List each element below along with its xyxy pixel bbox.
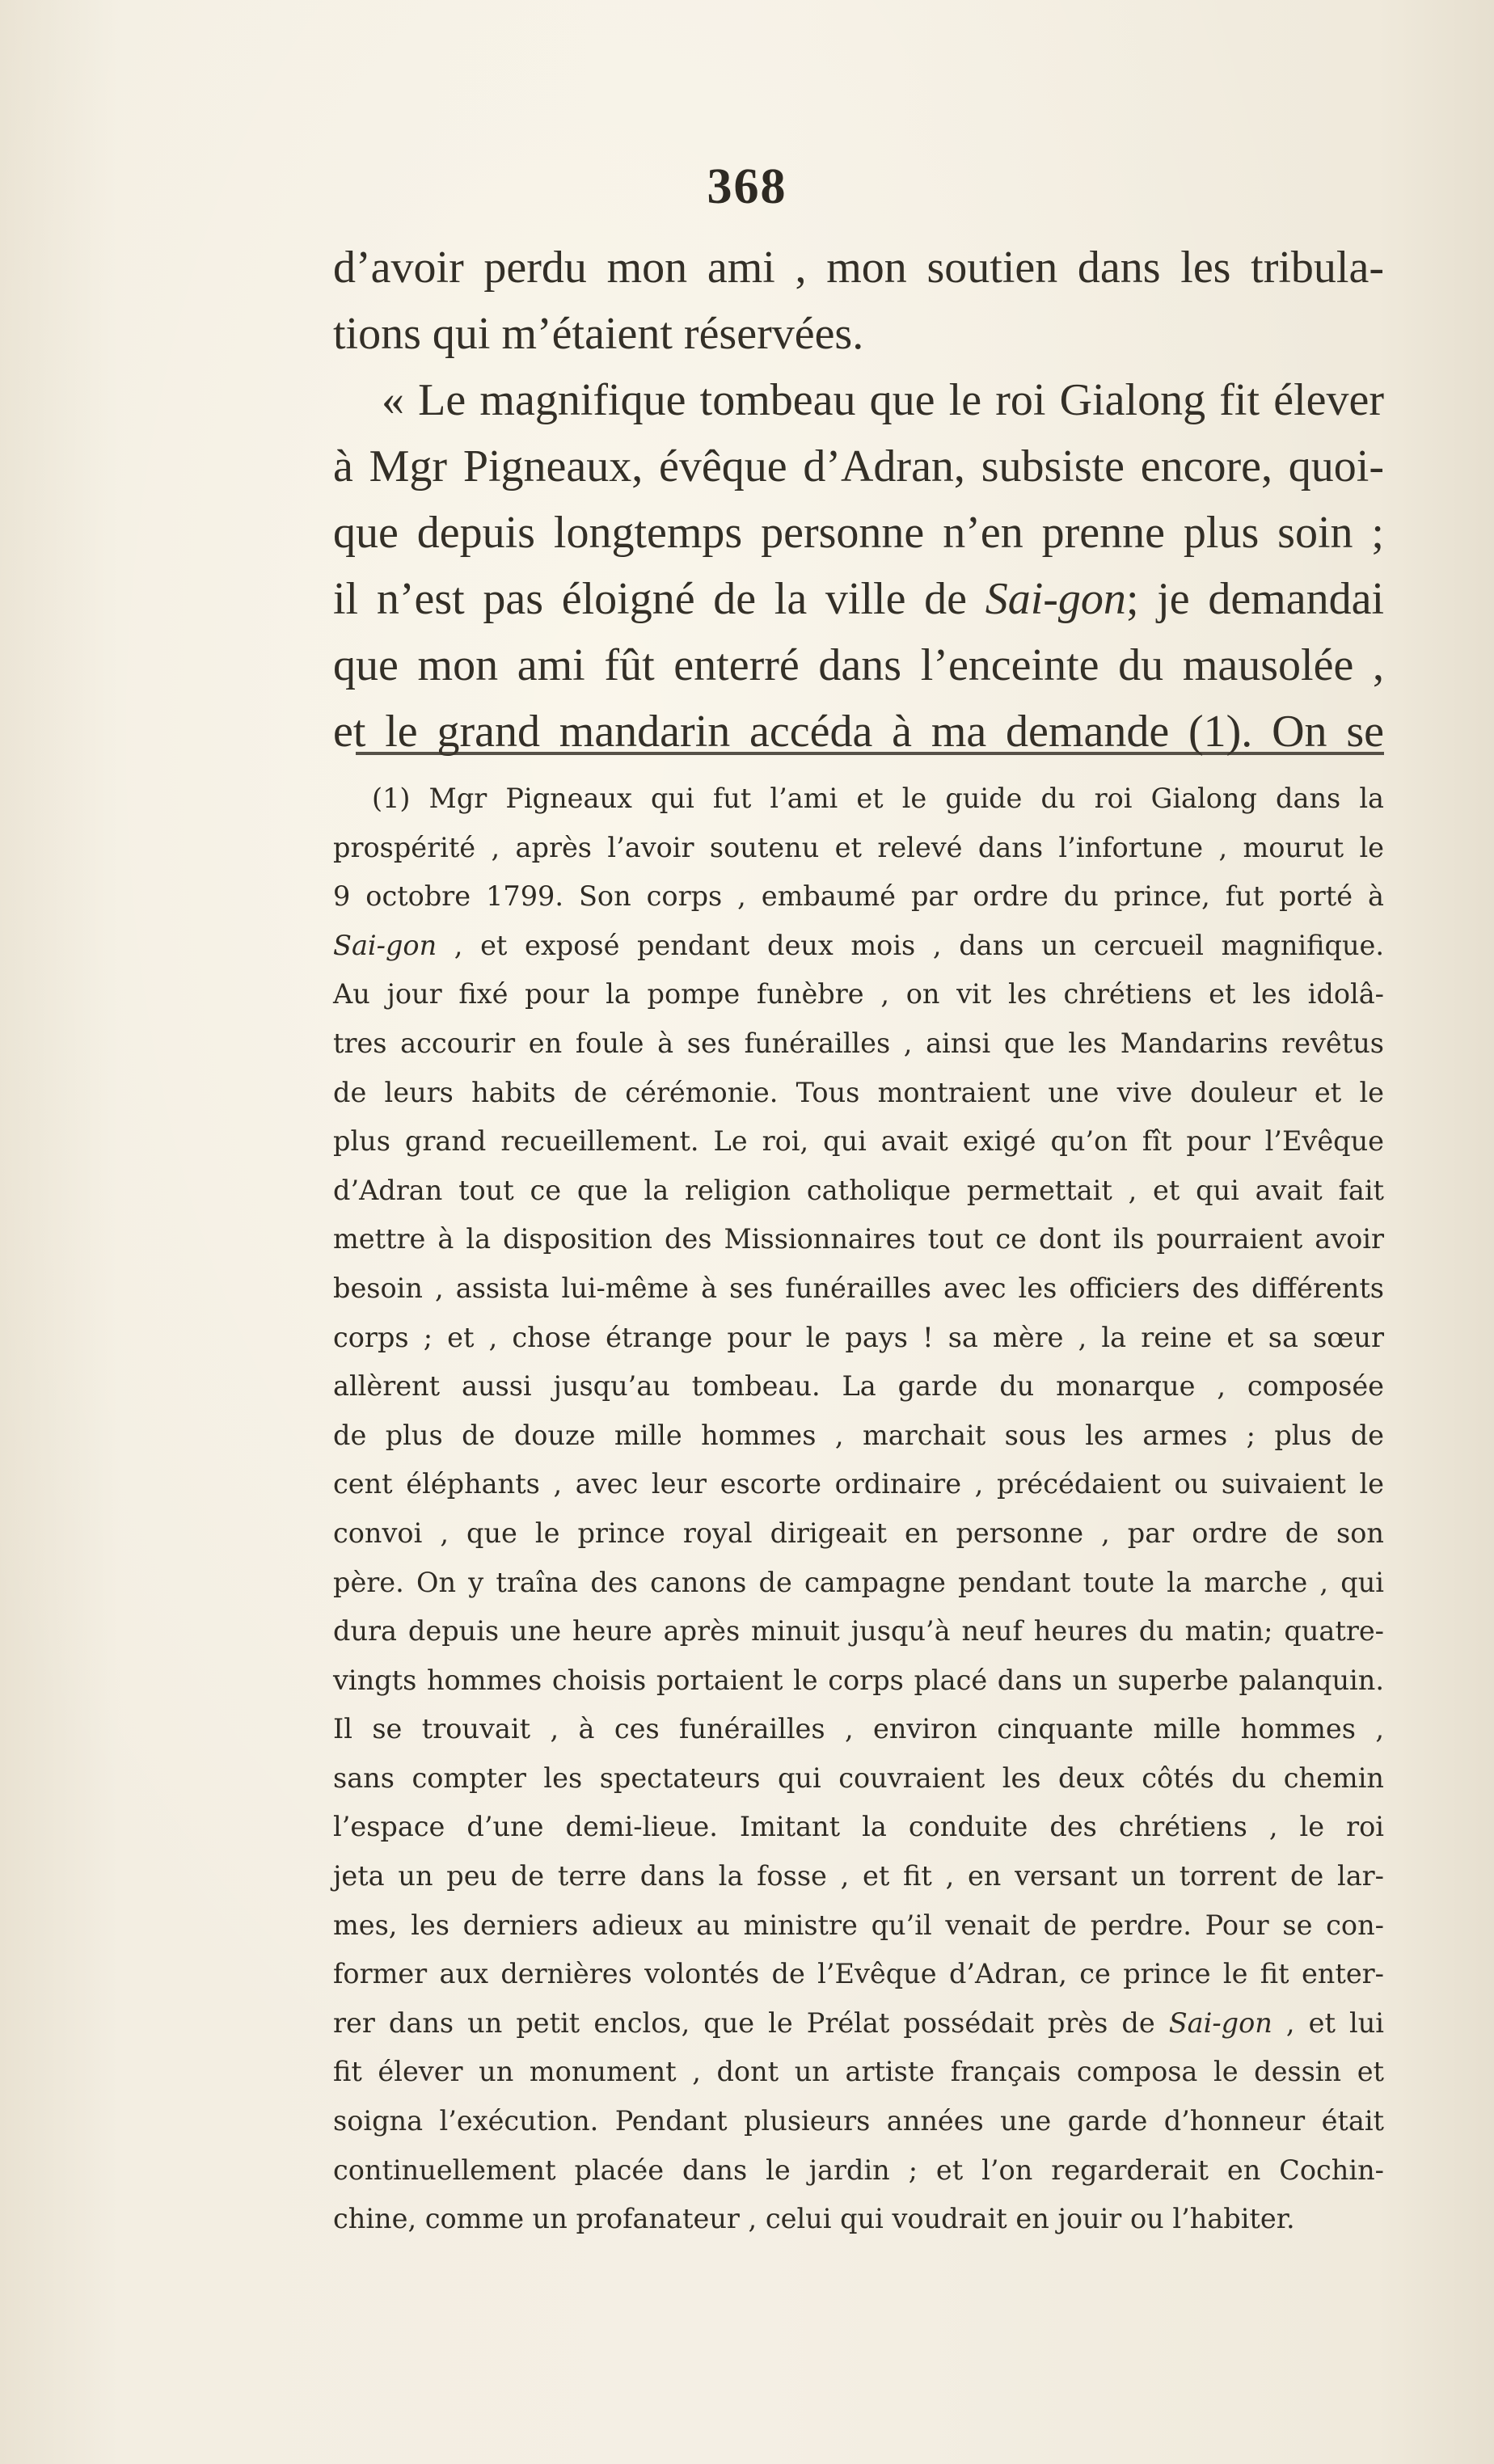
text-line: d’avoir perdu mon ami , mon soutien dans les tribula- <box>333 243 1384 293</box>
text-line: que depuis longtemps personne n’en prenne plus soin ; <box>333 508 1384 558</box>
page-number: 368 <box>707 159 787 214</box>
footnote-line: besoin , assista lui-même à ses funérailles avec les officiers des différents <box>333 1272 1384 1304</box>
footnote-line: cent éléphants , avec leur escorte ordinaire , précédaient ou suivaient le <box>333 1468 1384 1500</box>
footnote-line: corps ; et , chose étrange pour le pays ! sa mère , la reine et sa sœur <box>333 1321 1384 1353</box>
footnote-line: sans compter les spectateurs qui couvraient les deux côtés du chemin <box>333 1762 1384 1794</box>
footnote-line: vingts hommes choisis portaient le corps placé dans un superbe palanquin. <box>333 1664 1384 1696</box>
footnote-line: Il se trouvait , à ces funérailles , environ cinquante mille hommes , <box>333 1713 1384 1745</box>
footnote-line <box>333 1999 1384 2048</box>
place-name-italic: Sai-gon <box>985 574 1126 624</box>
footnote-line: allèrent aussi jusqu’au tombeau. La garde du monarque , composée <box>333 1370 1384 1403</box>
text-line: « Le magnifique tombeau que le roi Gialong fit élever <box>382 375 1384 425</box>
footnote-line: tres accourir en foule à ses funérailles , ainsi que les Mandarins revêtus <box>333 1027 1384 1059</box>
footnote-line: mettre à la disposition des Missionnaires tout ce dont ils pourraient avoir <box>333 1223 1384 1255</box>
footnote-line: convoi , que le prince royal dirigeait en personne , par ordre de son <box>333 1517 1384 1549</box>
text-line: et le grand mandarin accéda à ma demande (1). On se <box>333 707 1384 757</box>
footnote-line: Au jour fixé pour la pompe funèbre , on vit les chrétiens et les idolâ- <box>333 978 1384 1010</box>
text-line: à Mgr Pigneaux, évêque d’Adran, subsiste encore, quoi- <box>333 441 1384 492</box>
footnote-line: chine, comme un profanateur , celui qui voudrait en jouir ou l’habiter. <box>333 2203 1295 2235</box>
footnote-line: fit élever un monument , dont un artiste français composa le dessin et <box>333 2056 1384 2088</box>
text-segment: il n’est pas éloigné de la ville de <box>333 574 985 624</box>
footnote-line: mes, les derniers adieux au ministre qu’il venait de perdre. Pour se con- <box>333 1909 1384 1941</box>
footnote-line: prospérité , après l’avoir soutenu et relevé dans l’infortune , mourut le <box>333 831 1384 863</box>
place-name-italic: Sai-gon <box>333 929 437 961</box>
footnote-line: dura depuis une heure après minuit jusqu’à neuf heures du matin; quatre- <box>333 1615 1384 1648</box>
footnote-line: jeta un peu de terre dans la fosse , et fit , en versant un torrent de lar- <box>333 1860 1384 1892</box>
text-segment: ; je demandai <box>1125 574 1384 624</box>
footnote-line: père. On y traîna des canons de campagne pendant toute la marche , qui <box>333 1566 1384 1598</box>
footnote-line: l’espace d’une demi-lieue. Imitant la conduite des chrétiens , le roi <box>333 1811 1384 1843</box>
footnote-line: (1) Mgr Pigneaux qui fut l’ami et le guide du roi Gialong dans la <box>372 783 1384 814</box>
text-segment: , et exposé pendant deux mois , dans un cercueil magnifique. <box>437 929 1384 961</box>
footnote-line: 9 octobre 1799. Son corps , embaumé par ordre du prince, fut porté à <box>333 880 1384 913</box>
footnote-line: de plus de douze mille hommes , marchait sous les armes ; plus de <box>333 1419 1384 1451</box>
text-segment: rer dans un petit enclos, que le Prélat possédait près de <box>333 2006 1169 2039</box>
text-line: tions qui m’étaient réservées. <box>333 309 864 359</box>
place-name-italic: Sai-gon <box>1168 2006 1272 2039</box>
footnote-line: de leurs habits de cérémonie. Tous montraient une vive douleur et le <box>333 1076 1384 1108</box>
footnote-line <box>333 922 1384 971</box>
footnote-line: d’Adran tout ce que la religion catholique permettait , et qui avait fait <box>333 1174 1384 1206</box>
text-line: que mon ami fût enterré dans l’enceinte du mausolée , <box>333 640 1384 690</box>
footnote-line: former aux dernières volontés de l’Evêque d’Adran, ce prince le fit enter- <box>333 1958 1384 1990</box>
footnote-line: continuellement placée dans le jardin ; et l’on regarderait en Cochin- <box>333 2154 1384 2186</box>
footnote-line: soigna l’exécution. Pendant plusieurs années une garde d’honneur était <box>333 2105 1384 2137</box>
text-segment: , et lui <box>1272 2006 1384 2039</box>
footnote-separator-rule <box>356 752 1384 755</box>
footnote-block <box>333 774 1384 2244</box>
main-text-block <box>333 234 1384 765</box>
footnote-line: plus grand recueillement. Le roi, qui avait exigé qu’on fît pour l’Evêque <box>333 1125 1384 1158</box>
text-line <box>333 566 1384 632</box>
